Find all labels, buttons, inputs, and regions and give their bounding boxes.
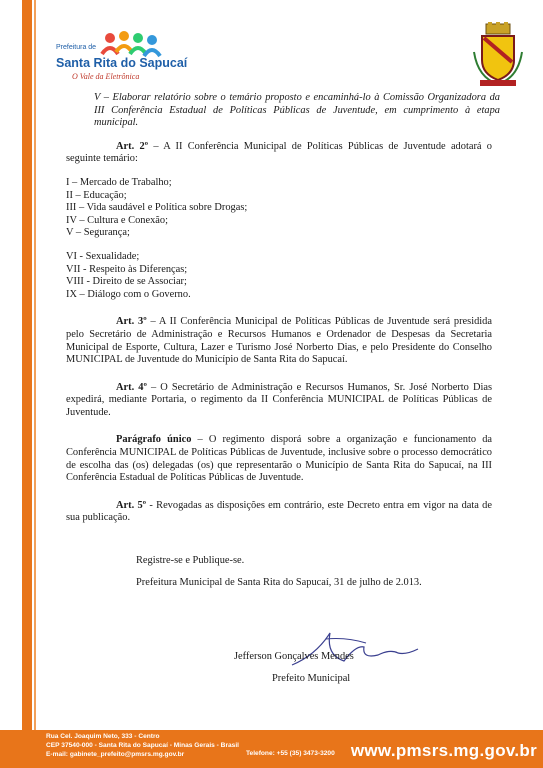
topics-list-b	[66, 251, 492, 301]
logo-name: Santa Rita do Sapucaí	[56, 56, 188, 70]
article-5	[66, 500, 492, 525]
place-date: Prefeitura Municipal de Santa Rita do Sapucaí, 31 de julho de 2.013.	[136, 577, 422, 588]
logo-tagline: O Vale da Eletrônica	[72, 72, 140, 81]
signer-name: Jefferson Gonçalves Mendes	[234, 651, 354, 662]
coat-of-arms-icon	[472, 22, 524, 88]
footer-website-link[interactable]: www.pmsrs.mg.gov.br	[350, 741, 537, 760]
paragrafo-unico	[66, 434, 492, 484]
paragrafo-unico-text: – O regimento disporá sobre a organização e funcionamento da Conferência MUNICIPAL de Políticas Públicas de Juventude, inclusive sobre o processo democrático de escolha das (os) delegadas (os) que representarão o Município de Santa Rita do Sapucaí, na III Conferência Estadual de Políticas Públicas de Juventude.	[66, 434, 492, 484]
article-2-label: Art. 2º	[116, 140, 149, 152]
list-item: VI - Sexualidade;	[66, 250, 140, 262]
list-item: VII - Respeito às Diferenças;	[66, 263, 188, 275]
article-5-label: Art. 5º	[116, 499, 147, 511]
article-5-text: - Revogadas as disposições em contrário, este Decreto entra em vigor na data de sua publicação.	[66, 499, 492, 524]
article-4-label: Art. 4º	[116, 381, 147, 393]
article-4-text: – O Secretário de Administração e Recursos Humanos, Sr. José Norberto Dias expedirá, mediante Portaria, o regimento da II Conferência MUNICIPAL de Políticas Públicas de Juventude.	[66, 381, 492, 418]
list-item: II – Educação;	[66, 189, 127, 201]
decree-body	[66, 92, 500, 525]
article-2	[66, 141, 492, 166]
left-orange-line	[34, 0, 36, 730]
article-3-label: Art. 3º	[116, 316, 147, 328]
footer-phone: Telefone: +55 (35) 3473-3200	[246, 750, 335, 757]
footer-cep: CEP 37540-000 - Santa Rita do Sapucaí - Minas Gerais - Brasil	[46, 742, 240, 749]
register-text: Registre-se e Publique-se.	[136, 555, 245, 566]
footer-bar	[0, 730, 543, 768]
article-3-text: – A II Conferência Municipal de Políticas Públicas de Juventude será presidida pelo Secretário de Administração e Recursos Humanos e Ordenador de Despesas da Secretaria Municipal de Esporte, Cultura, Lazer e Turismo José Norberto Dias, e pelo Presidente do Conselho MUNICIPAL de Juventude do Município de Santa Rita do Sapucaí.	[66, 316, 492, 366]
logo-prefix: Prefeitura de	[56, 44, 97, 51]
city-logo	[44, 30, 188, 86]
list-item: I – Mercado de Trabalho;	[66, 176, 172, 188]
topics-list-a	[66, 177, 492, 240]
article-2-text: – A II Conferência Municipal de Políticas Públicas de Juventude adotará o seguinte temário:	[66, 140, 492, 165]
list-item: VIII - Direito de se Associar;	[66, 276, 187, 288]
footer-address-block	[46, 732, 239, 759]
list-item: IX – Diálogo com o Governo.	[66, 288, 191, 300]
paragrafo-unico-label: Parágrafo único	[116, 434, 192, 446]
signature-icon	[286, 625, 426, 675]
list-item: V – Segurança;	[66, 227, 130, 239]
signer-title: Prefeito Municipal	[272, 673, 351, 684]
list-item: IV – Cultura e Conexão;	[66, 214, 168, 226]
article-3	[66, 316, 492, 366]
list-item: III – Vida saudável e Política sobre Drogas;	[66, 202, 248, 214]
footer-address: Rua Cel. Joaquim Neto, 333 - Centro	[46, 733, 160, 740]
article-4	[66, 382, 492, 420]
left-orange-bar	[22, 0, 32, 730]
footer-email: E-mail: gabinete_prefeito@pmsrs.mg.gov.br	[46, 751, 185, 758]
item-v-text: V – Elaborar relatório sobre o temário proposto e encaminhá-lo à Comissão Organizadora da III Conferência Estadual de Políticas Públicas de Juventude, em cumprimento à etapa municipal.	[94, 92, 500, 129]
